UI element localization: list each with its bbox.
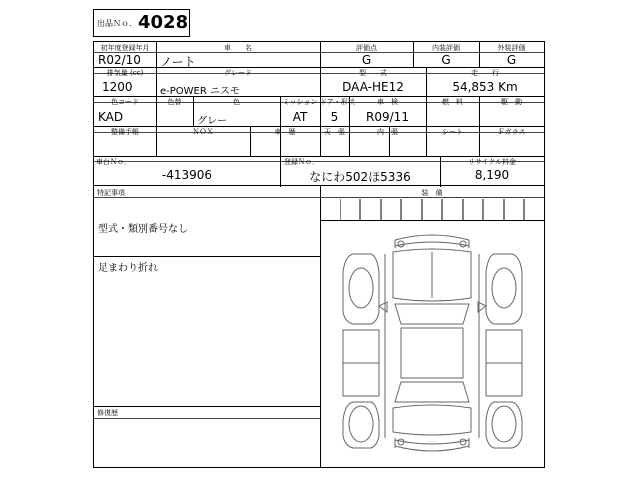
color-change-label: 色替 xyxy=(167,98,182,106)
recycle-fee-value: 8,190 xyxy=(474,168,510,182)
lot-number-box xyxy=(93,9,190,37)
mileage-label: 走 行 xyxy=(471,69,499,77)
vehicle-damage-diagram xyxy=(323,226,542,466)
seat-label: シート xyxy=(442,128,463,136)
color-code-value: KAD xyxy=(98,110,124,124)
model-code-label: 型 式 xyxy=(359,69,387,77)
repair-history-label: 修復歴 xyxy=(97,409,118,417)
inspection-label: 車 検 xyxy=(377,98,398,106)
remarks-and-diagram-section xyxy=(93,186,545,468)
headliner-label: 天 張 xyxy=(324,128,345,136)
equipment-label: 装 備 xyxy=(421,189,443,197)
plate-number-value: なにわ502ほ5336 xyxy=(309,170,411,184)
score-value: G xyxy=(361,53,372,67)
car-name-value: ノート xyxy=(160,55,196,69)
exterior-score-value: G xyxy=(506,53,517,67)
fuel-label: 燃 料 xyxy=(442,98,463,106)
displacement-label: 排気量 (cc) xyxy=(106,69,144,77)
color-value: グレー xyxy=(197,116,227,127)
grade-value: e-POWER ニスモ xyxy=(160,86,240,97)
transmission-value: AT xyxy=(292,110,308,124)
model-code-value: DAA-HE12 xyxy=(342,80,404,94)
color-label: 色 xyxy=(233,98,240,106)
chassis-number-label: 車台Ｎｏ． xyxy=(96,158,131,166)
doors-label: ドア・形状 xyxy=(320,98,355,106)
chassis-number-value: -413906 xyxy=(161,168,213,182)
grade-label: グレード xyxy=(224,69,252,77)
plate-number-label: 登録Ｎｏ． xyxy=(284,158,319,166)
registration-date-value: R02/10 xyxy=(98,53,141,67)
lot-number-value: 4028 xyxy=(138,12,189,33)
remarks-label: 特記事項 xyxy=(97,189,125,197)
vehicle-info-table xyxy=(93,41,545,186)
score-label: 評価点 xyxy=(356,44,377,52)
mileage-value: 54,853 Km xyxy=(452,80,518,94)
color-code-label: 色コード xyxy=(111,98,139,106)
nox-label: ＮＯＸ xyxy=(192,128,214,136)
windshield-label: Ｆガラス xyxy=(497,128,526,136)
transmission-label: ミッション xyxy=(282,98,318,106)
remarks-line-1: 型式・類別番号なし xyxy=(98,224,188,235)
car-name-label: 車 名 xyxy=(224,44,252,52)
interior-score-label: 内装評価 xyxy=(432,44,460,52)
inspection-value: R09/11 xyxy=(366,110,409,124)
equipment-checkboxes xyxy=(340,199,536,220)
doors-value: 5 xyxy=(330,110,339,124)
lot-number-label: 出品Ｎｏ． xyxy=(97,19,137,28)
displacement-value: 1200 xyxy=(102,80,133,94)
drive-label: 駆 動 xyxy=(501,98,522,106)
interior-score-value: G xyxy=(441,53,451,67)
recycle-fee-label: リサイクル料金 xyxy=(467,158,517,166)
registration-date-label: 初年度登録年月 xyxy=(100,44,150,52)
interior-trim-label: 内 張 xyxy=(377,128,398,136)
exterior-score-label: 外装評価 xyxy=(497,44,526,52)
history-label: 車 歴 xyxy=(274,128,296,136)
remarks-line-2: 足まわり折れ xyxy=(98,263,158,274)
maintenance-book-label: 整備手帳 xyxy=(111,128,139,136)
